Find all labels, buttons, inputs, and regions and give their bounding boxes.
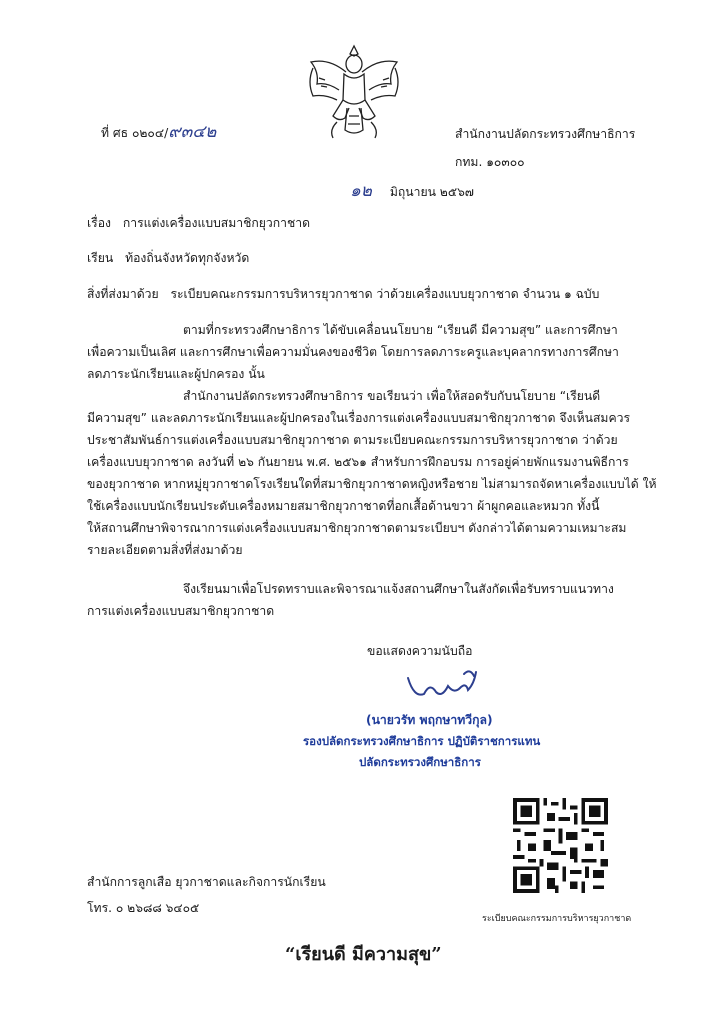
recipient-line (87, 249, 249, 268)
recipient-text: ท้องถิ่นจังหวัดทุกจังหวัด (125, 251, 250, 265)
paragraph3-line: จึงเรียนมาเพื่อโปรดทราบและพิจารณาแจ้งสถานศึกษาในสังกัดเพื่อรับทราบแนวทาง (183, 582, 614, 596)
office-name: สำนักงานปลัดกระทรวงศึกษาธิการ (455, 127, 636, 141)
paragraph3-line: การแต่งเครื่องแบบสมาชิกยุวกาชาด (87, 604, 275, 618)
paragraph2-line: มีความสุข” และลดภาระนักเรียนและผู้ปกครองในเรื่องการแต่งเครื่องแบบสมาชิกยุวกาชาด จึงเห็นสมควร (87, 411, 631, 425)
paragraph2-line: ประชาสัมพันธ์การแต่งเครื่องแบบสมาชิกยุวกาชาด ตามระเบียบคณะกรรมการบริหารยุวกาชาด ว่าด้วย (87, 433, 618, 447)
paragraph2-line: สำนักงานปลัดกระทรวงศึกษาธิการ ขอเรียนว่า เพื่อให้สอดรับกับนโยบาย “เรียนดี (183, 389, 601, 403)
reference-prefix: ที่ ศธ ๐๒๐๔/ (101, 126, 169, 140)
paragraph1-line: เพื่อความเป็นเลิศ และการศึกษาเพื่อความมั่นคงของชีวิต โดยการลดภาระครูและบุคลากรทางการศึกษา (87, 345, 619, 359)
handwritten-signature (404, 664, 484, 704)
letter-date (350, 177, 474, 204)
paragraph1-line: ตามที่กระทรวงศึกษาธิการ ได้ขับเคลื่อนนโยบาย “เรียนดี มีความสุข” และการศึกษา (183, 323, 618, 337)
subject-label: เรื่อง (87, 216, 111, 230)
signer-position: รองปลัดกระทรวงศึกษาธิการ ปฏิบัติราชการแทน (303, 734, 541, 748)
department-name: สำนักการลูกเสือ ยุวกาชาดและกิจการนักเรียน (87, 875, 326, 889)
subject-line (87, 214, 310, 233)
signer-position-principal: ปลัดกระทรวงศึกษาธิการ (359, 755, 481, 769)
attachment-line (87, 285, 599, 304)
paragraph2-line: เครื่องแบบยุวกาชาด ลงวันที่ ๒๖ กันยายน พ.ศ. ๒๕๖๑ สำหรับการฝึกอบรม การอยู่ค่ายพักแรมงานพิธีการ (87, 455, 629, 469)
subject-text: การแต่งเครื่องแบบสมาชิกยุวกาชาด (122, 216, 311, 230)
attachment-text: ระเบียบคณะกรรมการบริหารยุวกาชาด ว่าด้วยเครื่องแบบยุวกาชาด จำนวน ๑ ฉบับ (170, 287, 600, 301)
phone-number: โทร. ๐ ๒๖๘๘ ๖๔๐๕ (87, 901, 200, 915)
reference-number-handwritten: ๙๓๔๒ (168, 122, 217, 142)
date-month-year: มิถุนายน ๒๕๖๗ (389, 185, 474, 199)
signer-name: (นายวรัท พฤกษาทวีกุล) (366, 713, 493, 727)
paragraph2-line: ใช้เครื่องแบบนักเรียนประดับเครื่องหมายสมาชิกยุวกาชาดที่อกเสื้อด้านขวา ผ้าผูกคอและหมวก ทั้งนี้ (87, 499, 600, 513)
date-day-handwritten: ๑๒ (350, 181, 372, 201)
postal-address: กทม. ๑๐๓๐๐ (455, 155, 525, 169)
qr-code[interactable] (513, 798, 608, 893)
qr-caption: ระเบียบคณะกรรมการบริหารยุวกาชาด (482, 914, 632, 924)
slogan: “เรียนดี มีความสุข” (285, 944, 442, 965)
paragraph1-line: ลดภาระนักเรียนและผู้ปกครอง นั้น (87, 367, 265, 381)
closing-salutation: ขอแสดงความนับถือ (367, 644, 473, 658)
paragraph2-line: ของยุวกาชาด หากหมู่ยุวกาชาดโรงเรียนใดที่สมาชิกยุวกาชาดหญิงหรือชาย ไม่สามารถจัดหาเครื่องแบบได้ ให้ (87, 477, 657, 491)
paragraph2-line: ให้สถานศึกษาพิจารณาการแต่งเครื่องแบบสมาชิกยุวกาชาดตามระเบียบฯ ดังกล่าวได้ตามความเหมาะสม (87, 521, 627, 535)
garuda-emblem (299, 38, 409, 146)
reference-line (101, 118, 216, 145)
recipient-label: เรียน (87, 251, 114, 265)
attachment-label: สิ่งที่ส่งมาด้วย (87, 287, 159, 301)
paragraph2-line: รายละเอียดตามสิ่งที่ส่งมาด้วย (87, 543, 243, 557)
